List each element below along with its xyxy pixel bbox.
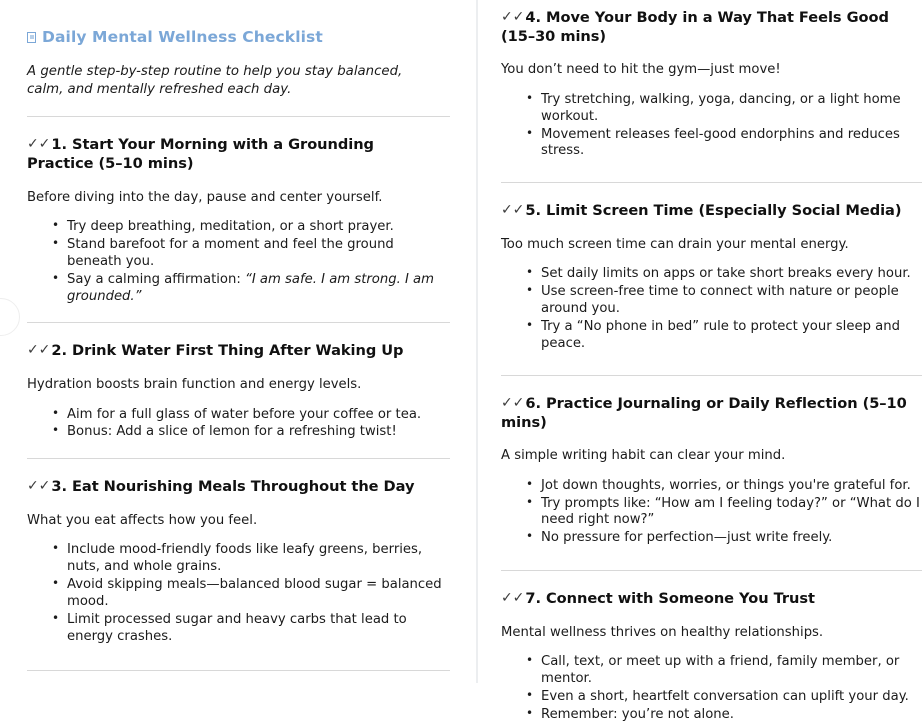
section-4-heading — [501, 9, 917, 46]
section-2-list — [27, 407, 450, 442]
check-mark-icon: ✓✓ — [501, 9, 525, 25]
section-6-lede: A simple writing habit can clear your mind. — [501, 448, 786, 464]
section-2-lede: Hydration boosts brain function and energy levels. — [27, 377, 362, 393]
list-item: • Movement releases feel-good endorphins and reduces stress. — [541, 127, 922, 161]
page-title — [27, 28, 450, 47]
section-1-heading — [27, 136, 437, 173]
section-4-lede: You don’t need to hit the gym—just move! — [501, 62, 781, 78]
section-3 — [27, 478, 450, 645]
section-4 — [501, 9, 922, 160]
list-item: • Even a short, heartfelt conversation can uplift your day. — [541, 689, 922, 706]
list-item: • No pressure for perfection—just write freely. — [541, 530, 922, 547]
list-item: • Include mood-friendly foods like leafy greens, berries, nuts, and whole grains. — [67, 542, 450, 576]
section-5-heading-text: 5. Limit Screen Time (Especially Social Media) — [525, 202, 902, 220]
divider-rule — [27, 458, 450, 459]
section-6 — [501, 395, 922, 547]
divider-rule — [27, 670, 450, 671]
list-item: • Try stretching, walking, yoga, dancing, or a light home workout. — [541, 92, 922, 126]
list-item: • Aim for a full glass of water before your coffee or tea. — [67, 407, 450, 424]
section-7-heading — [501, 590, 917, 609]
section-3-lede: What you eat affects how you feel. — [27, 513, 258, 529]
section-4-heading-text: 4. Move Your Body in a Way That Feels Good (15–30 mins) — [501, 9, 889, 45]
divider-rule — [27, 322, 450, 323]
page-subtitle: A gentle step-by-step routine to help you stay balanced, calm, and mentally refreshed each day. — [27, 64, 403, 98]
check-mark-icon: ✓✓ — [501, 590, 525, 607]
section-3-heading — [27, 478, 437, 497]
list-item: • Avoid skipping meals—balanced blood sugar = balanced mood. — [67, 577, 450, 611]
check-mark-icon: ✓✓ — [501, 202, 525, 219]
divider-rule — [501, 375, 922, 376]
section-7 — [501, 590, 922, 724]
section-2-heading-text: 2. Drink Water First Thing After Waking Up — [51, 342, 404, 360]
list-item — [67, 272, 450, 306]
section-6-heading — [501, 395, 917, 432]
section-2-heading — [27, 342, 437, 361]
list-item-prefix: Say a calming affirmation: — [67, 271, 245, 287]
section-1 — [27, 136, 450, 305]
check-mark-icon: ✓✓ — [27, 136, 51, 153]
list-item: • Jot down thoughts, worries, or things you're grateful for. — [541, 478, 922, 495]
section-4-list — [501, 92, 922, 161]
section-6-heading-text: 6. Practice Journaling or Daily Reflection (5–10 mins) — [501, 394, 907, 431]
divider-rule — [27, 116, 450, 117]
page-title-text: Daily Mental Wellness Checklist — [42, 28, 323, 46]
list-item: • Use screen-free time to connect with nature or people around you. — [541, 284, 922, 318]
left-column — [0, 0, 476, 671]
list-item: • Try prompts like: “How am I feeling today?” or “What do I need right now?” — [541, 496, 922, 530]
section-5-heading — [501, 202, 917, 221]
list-item: • Remember: you’re not alone. — [541, 707, 922, 724]
list-item: • Bonus: Add a slice of lemon for a refreshing twist! — [67, 424, 450, 441]
section-5 — [501, 202, 922, 353]
list-item-quote: “I am safe. I am strong. I am grounded.” — [67, 271, 434, 304]
list-item: • Try a “No phone in bed” rule to protect your sleep and peace. — [541, 319, 922, 353]
section-1-lede: Before diving into the day, pause and center yourself. — [27, 189, 383, 205]
section-5-list — [501, 266, 922, 352]
section-3-heading-text: 3. Eat Nourishing Meals Throughout the Day — [51, 478, 415, 496]
check-mark-icon: ✓✓ — [27, 342, 51, 359]
check-mark-icon: ✓✓ — [27, 478, 51, 495]
section-7-list — [501, 654, 922, 724]
divider-rule — [501, 570, 922, 571]
missing-glyph-box-icon — [27, 32, 36, 43]
section-3-list — [27, 542, 450, 645]
list-item: • Set daily limits on apps or take short breaks every hour. — [541, 266, 922, 283]
section-2 — [27, 342, 450, 441]
list-item: • Limit processed sugar and heavy carbs that lead to energy crashes. — [67, 612, 450, 646]
check-mark-icon: ✓✓ — [501, 394, 525, 411]
right-column — [476, 0, 924, 725]
section-7-lede: Mental wellness thrives on healthy relationships. — [501, 624, 824, 640]
section-5-lede: Too much screen time can drain your mental energy. — [501, 237, 849, 252]
list-item: • Try deep breathing, meditation, or a short prayer. — [67, 219, 450, 236]
divider-rule — [501, 182, 922, 183]
section-7-heading-text: 7. Connect with Someone You Trust — [525, 590, 815, 608]
section-1-heading-text: 1. Start Your Morning with a Grounding Practice (5–10 mins) — [27, 136, 374, 172]
section-6-list — [501, 478, 922, 548]
section-1-list — [27, 219, 450, 305]
list-item: • Stand barefoot for a moment and feel the ground beneath you. — [67, 237, 450, 271]
list-item: • Call, text, or meet up with a friend, family member, or mentor. — [541, 654, 922, 688]
